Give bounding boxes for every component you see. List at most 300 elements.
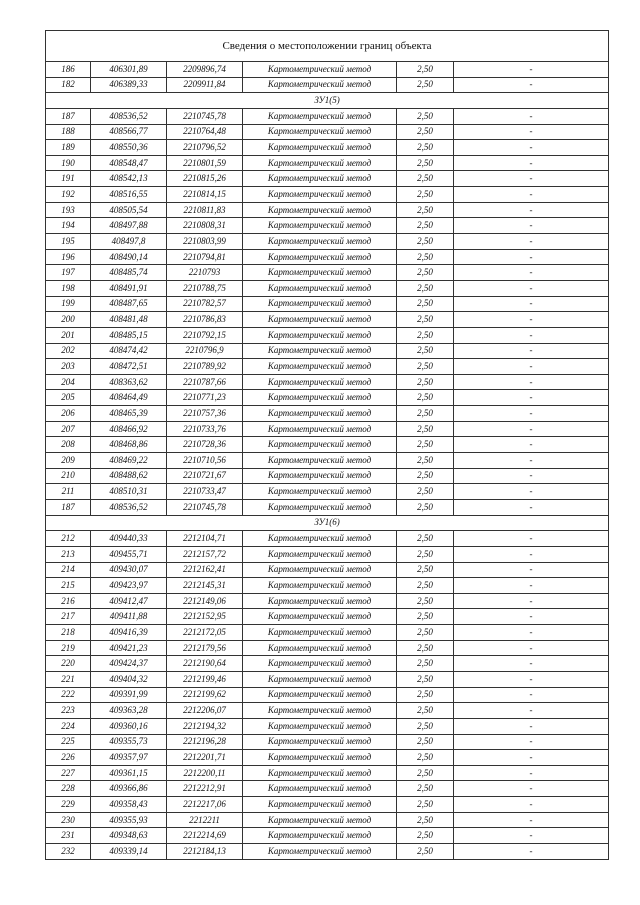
point-number: 215	[46, 578, 91, 594]
coordinate-y: 2212149,06	[167, 593, 243, 609]
point-number: 187	[46, 499, 91, 515]
method-cell: Картометрический метод	[243, 499, 397, 515]
point-number: 220	[46, 656, 91, 672]
point-number: 209	[46, 453, 91, 469]
method-cell: Картометрический метод	[243, 468, 397, 484]
description-cell: -	[454, 640, 609, 656]
coordinate-x: 409421,23	[91, 640, 167, 656]
boundary-table	[45, 30, 609, 860]
coordinate-y: 2210814,15	[167, 187, 243, 203]
coordinate-x: 409355,73	[91, 734, 167, 750]
method-cell: Картометрический метод	[243, 77, 397, 93]
table-row	[46, 140, 609, 156]
table-row	[46, 718, 609, 734]
description-cell: -	[454, 453, 609, 469]
accuracy-cell: 2,50	[397, 280, 454, 296]
description-cell: -	[454, 781, 609, 797]
point-number: 192	[46, 187, 91, 203]
table-row	[46, 531, 609, 547]
method-cell: Картометрический метод	[243, 62, 397, 78]
table-row	[46, 828, 609, 844]
accuracy-cell: 2,50	[397, 499, 454, 515]
description-cell: -	[454, 703, 609, 719]
accuracy-cell: 2,50	[397, 124, 454, 140]
coordinate-x: 408474,42	[91, 343, 167, 359]
description-cell: -	[454, 296, 609, 312]
coordinate-x: 408497,8	[91, 234, 167, 250]
coordinate-x: 406389,33	[91, 77, 167, 93]
table-row	[46, 703, 609, 719]
method-cell: Картометрический метод	[243, 671, 397, 687]
description-cell: -	[454, 562, 609, 578]
accuracy-cell: 2,50	[397, 656, 454, 672]
coordinate-x: 408464,49	[91, 390, 167, 406]
table-row	[46, 437, 609, 453]
coordinate-y: 2210796,9	[167, 343, 243, 359]
table-row	[46, 124, 609, 140]
method-cell: Картометрический метод	[243, 124, 397, 140]
point-number: 186	[46, 62, 91, 78]
table-row	[46, 671, 609, 687]
point-number: 230	[46, 812, 91, 828]
description-cell: -	[454, 437, 609, 453]
description-cell: -	[454, 140, 609, 156]
method-cell: Картометрический метод	[243, 562, 397, 578]
description-cell: -	[454, 625, 609, 641]
coordinate-y: 2212162,41	[167, 562, 243, 578]
accuracy-cell: 2,50	[397, 844, 454, 860]
coordinate-x: 408466,92	[91, 421, 167, 437]
point-number: 231	[46, 828, 91, 844]
table-row	[46, 406, 609, 422]
accuracy-cell: 2,50	[397, 327, 454, 343]
section-label: ЗУ1(5)	[46, 93, 609, 109]
section-row	[46, 93, 609, 109]
point-number: 197	[46, 265, 91, 281]
coordinate-y: 2210815,26	[167, 171, 243, 187]
table-row	[46, 734, 609, 750]
accuracy-cell: 2,50	[397, 437, 454, 453]
coordinate-x: 408536,52	[91, 499, 167, 515]
point-number: 227	[46, 765, 91, 781]
coordinate-x: 408485,15	[91, 327, 167, 343]
coordinate-y: 2212199,62	[167, 687, 243, 703]
coordinate-y: 2210793	[167, 265, 243, 281]
point-number: 225	[46, 734, 91, 750]
method-cell: Картометрический метод	[243, 108, 397, 124]
coordinate-x: 409404,32	[91, 671, 167, 687]
coordinate-x: 408487,65	[91, 296, 167, 312]
coordinate-x: 409366,86	[91, 781, 167, 797]
coordinate-y: 2212206,07	[167, 703, 243, 719]
accuracy-cell: 2,50	[397, 406, 454, 422]
method-cell: Картометрический метод	[243, 296, 397, 312]
point-number: 221	[46, 671, 91, 687]
accuracy-cell: 2,50	[397, 578, 454, 594]
coordinate-y: 2212212,91	[167, 781, 243, 797]
method-cell: Картометрический метод	[243, 343, 397, 359]
coordinate-x: 408510,31	[91, 484, 167, 500]
coordinate-y: 2212196,28	[167, 734, 243, 750]
coordinate-x: 409339,14	[91, 844, 167, 860]
accuracy-cell: 2,50	[397, 202, 454, 218]
point-number: 200	[46, 312, 91, 328]
method-cell: Картометрический метод	[243, 593, 397, 609]
point-number: 214	[46, 562, 91, 578]
coordinate-y: 2212200,11	[167, 765, 243, 781]
table-row	[46, 343, 609, 359]
description-cell: -	[454, 62, 609, 78]
method-cell: Картометрический метод	[243, 155, 397, 171]
point-number: 208	[46, 437, 91, 453]
point-number: 204	[46, 374, 91, 390]
point-number: 202	[46, 343, 91, 359]
accuracy-cell: 2,50	[397, 750, 454, 766]
accuracy-cell: 2,50	[397, 312, 454, 328]
accuracy-cell: 2,50	[397, 703, 454, 719]
table-row	[46, 625, 609, 641]
coordinate-y: 2210733,47	[167, 484, 243, 500]
table-row	[46, 359, 609, 375]
coordinate-x: 406301,89	[91, 62, 167, 78]
accuracy-cell: 2,50	[397, 249, 454, 265]
coordinate-x: 408548,47	[91, 155, 167, 171]
coordinate-x: 409358,43	[91, 797, 167, 813]
method-cell: Картометрический метод	[243, 218, 397, 234]
description-cell: -	[454, 765, 609, 781]
coordinate-y: 2210794,81	[167, 249, 243, 265]
table-row	[46, 187, 609, 203]
point-number: 211	[46, 484, 91, 500]
table-row	[46, 656, 609, 672]
table-row	[46, 844, 609, 860]
table-row	[46, 390, 609, 406]
table-row	[46, 77, 609, 93]
point-number: 191	[46, 171, 91, 187]
description-cell: -	[454, 343, 609, 359]
description-cell: -	[454, 108, 609, 124]
coordinate-y: 2212157,72	[167, 546, 243, 562]
method-cell: Картометрический метод	[243, 812, 397, 828]
point-number: 205	[46, 390, 91, 406]
method-cell: Картометрический метод	[243, 797, 397, 813]
coordinate-y: 2212145,31	[167, 578, 243, 594]
description-cell: -	[454, 421, 609, 437]
method-cell: Картометрический метод	[243, 390, 397, 406]
coordinate-y: 2212172,05	[167, 625, 243, 641]
description-cell: -	[454, 234, 609, 250]
table-row	[46, 234, 609, 250]
coordinate-y: 2210782,57	[167, 296, 243, 312]
accuracy-cell: 2,50	[397, 828, 454, 844]
coordinate-x: 409411,88	[91, 609, 167, 625]
coordinate-x: 408490,14	[91, 249, 167, 265]
point-number: 190	[46, 155, 91, 171]
table-row	[46, 296, 609, 312]
table-row	[46, 750, 609, 766]
accuracy-cell: 2,50	[397, 77, 454, 93]
accuracy-cell: 2,50	[397, 640, 454, 656]
point-number: 188	[46, 124, 91, 140]
accuracy-cell: 2,50	[397, 155, 454, 171]
method-cell: Картометрический метод	[243, 734, 397, 750]
table-row	[46, 687, 609, 703]
description-cell: -	[454, 171, 609, 187]
accuracy-cell: 2,50	[397, 140, 454, 156]
method-cell: Картометрический метод	[243, 406, 397, 422]
method-cell: Картометрический метод	[243, 578, 397, 594]
coordinate-x: 408363,62	[91, 374, 167, 390]
coordinate-x: 409357,97	[91, 750, 167, 766]
section-label: ЗУ1(6)	[46, 515, 609, 531]
description-cell: -	[454, 531, 609, 547]
coordinate-x: 408472,51	[91, 359, 167, 375]
coordinate-y: 2210803,99	[167, 234, 243, 250]
accuracy-cell: 2,50	[397, 593, 454, 609]
point-number: 194	[46, 218, 91, 234]
point-number: 199	[46, 296, 91, 312]
table-row	[46, 202, 609, 218]
description-cell: -	[454, 187, 609, 203]
coordinate-y: 2210792,15	[167, 327, 243, 343]
description-cell: -	[454, 202, 609, 218]
method-cell: Картометрический метод	[243, 640, 397, 656]
table-row	[46, 374, 609, 390]
description-cell: -	[454, 406, 609, 422]
method-cell: Картометрический метод	[243, 327, 397, 343]
coordinate-y: 2210801,59	[167, 155, 243, 171]
coordinate-y: 2210721,67	[167, 468, 243, 484]
accuracy-cell: 2,50	[397, 718, 454, 734]
method-cell: Картометрический метод	[243, 609, 397, 625]
accuracy-cell: 2,50	[397, 531, 454, 547]
coordinate-y: 2210808,31	[167, 218, 243, 234]
coordinate-x: 408516,55	[91, 187, 167, 203]
point-number: 226	[46, 750, 91, 766]
coordinate-y: 2210796,52	[167, 140, 243, 156]
coordinate-x: 409424,37	[91, 656, 167, 672]
description-cell: -	[454, 155, 609, 171]
coordinate-y: 2212152,95	[167, 609, 243, 625]
accuracy-cell: 2,50	[397, 359, 454, 375]
method-cell: Картометрический метод	[243, 828, 397, 844]
accuracy-cell: 2,50	[397, 609, 454, 625]
table-row	[46, 812, 609, 828]
coordinate-x: 408468,86	[91, 437, 167, 453]
method-cell: Картометрический метод	[243, 280, 397, 296]
coordinate-y: 2209911,84	[167, 77, 243, 93]
table-row	[46, 609, 609, 625]
method-cell: Картометрический метод	[243, 359, 397, 375]
coordinate-y: 2210786,83	[167, 312, 243, 328]
description-cell: -	[454, 578, 609, 594]
method-cell: Картометрический метод	[243, 187, 397, 203]
coordinate-y: 2210757,36	[167, 406, 243, 422]
accuracy-cell: 2,50	[397, 234, 454, 250]
description-cell: -	[454, 656, 609, 672]
description-cell: -	[454, 671, 609, 687]
accuracy-cell: 2,50	[397, 108, 454, 124]
table-row	[46, 484, 609, 500]
accuracy-cell: 2,50	[397, 562, 454, 578]
description-cell: -	[454, 77, 609, 93]
table-row	[46, 797, 609, 813]
coordinate-x: 408550,36	[91, 140, 167, 156]
method-cell: Картометрический метод	[243, 718, 397, 734]
coordinate-y: 2210710,56	[167, 453, 243, 469]
coordinate-x: 408497,88	[91, 218, 167, 234]
point-number: 224	[46, 718, 91, 734]
description-cell: -	[454, 249, 609, 265]
coordinate-y: 2212184,13	[167, 844, 243, 860]
table-row	[46, 265, 609, 281]
method-cell: Картометрический метод	[243, 249, 397, 265]
coordinate-y: 2212214,69	[167, 828, 243, 844]
description-cell: -	[454, 484, 609, 500]
description-cell: -	[454, 828, 609, 844]
table-row	[46, 453, 609, 469]
table-row	[46, 640, 609, 656]
point-number: 203	[46, 359, 91, 375]
accuracy-cell: 2,50	[397, 625, 454, 641]
table-row	[46, 468, 609, 484]
coordinate-x: 409355,93	[91, 812, 167, 828]
description-cell: -	[454, 218, 609, 234]
table-row	[46, 421, 609, 437]
point-number: 213	[46, 546, 91, 562]
coordinate-y: 2212194,32	[167, 718, 243, 734]
table-row	[46, 562, 609, 578]
accuracy-cell: 2,50	[397, 484, 454, 500]
coordinate-y: 2210811,83	[167, 202, 243, 218]
description-cell: -	[454, 312, 609, 328]
method-cell: Картометрический метод	[243, 374, 397, 390]
point-number: 222	[46, 687, 91, 703]
accuracy-cell: 2,50	[397, 687, 454, 703]
accuracy-cell: 2,50	[397, 343, 454, 359]
coordinate-x: 408536,52	[91, 108, 167, 124]
coordinate-x: 408542,13	[91, 171, 167, 187]
method-cell: Картометрический метод	[243, 687, 397, 703]
point-number: 198	[46, 280, 91, 296]
point-number: 182	[46, 77, 91, 93]
coordinate-x: 409361,15	[91, 765, 167, 781]
table-row	[46, 765, 609, 781]
table-row	[46, 171, 609, 187]
document-page	[45, 30, 608, 860]
point-number: 206	[46, 406, 91, 422]
coordinate-x: 409391,99	[91, 687, 167, 703]
accuracy-cell: 2,50	[397, 265, 454, 281]
point-number: 232	[46, 844, 91, 860]
coordinate-y: 2210771,23	[167, 390, 243, 406]
method-cell: Картометрический метод	[243, 453, 397, 469]
description-cell: -	[454, 468, 609, 484]
point-number: 196	[46, 249, 91, 265]
method-cell: Картометрический метод	[243, 750, 397, 766]
table-row	[46, 108, 609, 124]
section-row	[46, 515, 609, 531]
description-cell: -	[454, 280, 609, 296]
method-cell: Картометрический метод	[243, 234, 397, 250]
accuracy-cell: 2,50	[397, 671, 454, 687]
method-cell: Картометрический метод	[243, 625, 397, 641]
description-cell: -	[454, 327, 609, 343]
accuracy-cell: 2,50	[397, 468, 454, 484]
method-cell: Картометрический метод	[243, 202, 397, 218]
accuracy-cell: 2,50	[397, 296, 454, 312]
table-row	[46, 155, 609, 171]
method-cell: Картометрический метод	[243, 781, 397, 797]
accuracy-cell: 2,50	[397, 171, 454, 187]
accuracy-cell: 2,50	[397, 187, 454, 203]
coordinate-x: 409360,16	[91, 718, 167, 734]
point-number: 229	[46, 797, 91, 813]
coordinate-y: 2210745,78	[167, 108, 243, 124]
accuracy-cell: 2,50	[397, 734, 454, 750]
accuracy-cell: 2,50	[397, 218, 454, 234]
accuracy-cell: 2,50	[397, 374, 454, 390]
description-cell: -	[454, 750, 609, 766]
accuracy-cell: 2,50	[397, 62, 454, 78]
point-number: 207	[46, 421, 91, 437]
accuracy-cell: 2,50	[397, 453, 454, 469]
description-cell: -	[454, 844, 609, 860]
description-cell: -	[454, 797, 609, 813]
table-row	[46, 62, 609, 78]
method-cell: Картометрический метод	[243, 484, 397, 500]
table-row	[46, 546, 609, 562]
method-cell: Картометрический метод	[243, 312, 397, 328]
description-cell: -	[454, 546, 609, 562]
description-cell: -	[454, 718, 609, 734]
coordinate-x: 409423,97	[91, 578, 167, 594]
coordinate-x: 408485,74	[91, 265, 167, 281]
method-cell: Картометрический метод	[243, 265, 397, 281]
coordinate-y: 2212104,71	[167, 531, 243, 547]
coordinate-x: 408488,62	[91, 468, 167, 484]
coordinate-y: 2212217,06	[167, 797, 243, 813]
table-title: Сведения о местоположении границ объекта	[46, 31, 609, 62]
coordinate-y: 2210764,48	[167, 124, 243, 140]
accuracy-cell: 2,50	[397, 546, 454, 562]
accuracy-cell: 2,50	[397, 781, 454, 797]
coordinate-y: 2212179,56	[167, 640, 243, 656]
table-header-row	[46, 31, 609, 62]
coordinate-y: 2210789,92	[167, 359, 243, 375]
coordinate-y: 2212211	[167, 812, 243, 828]
table-row	[46, 327, 609, 343]
description-cell: -	[454, 734, 609, 750]
point-number: 193	[46, 202, 91, 218]
coordinate-x: 409455,71	[91, 546, 167, 562]
table-row	[46, 312, 609, 328]
coordinate-y: 2210745,78	[167, 499, 243, 515]
coordinate-y: 2210733,76	[167, 421, 243, 437]
coordinate-x: 409412,47	[91, 593, 167, 609]
method-cell: Картометрический метод	[243, 171, 397, 187]
description-cell: -	[454, 390, 609, 406]
table-row	[46, 781, 609, 797]
coordinate-y: 2210788,75	[167, 280, 243, 296]
method-cell: Картометрический метод	[243, 844, 397, 860]
coordinate-y: 2209896,74	[167, 62, 243, 78]
coordinate-x: 409440,33	[91, 531, 167, 547]
table-row	[46, 578, 609, 594]
description-cell: -	[454, 265, 609, 281]
point-number: 228	[46, 781, 91, 797]
method-cell: Картометрический метод	[243, 656, 397, 672]
